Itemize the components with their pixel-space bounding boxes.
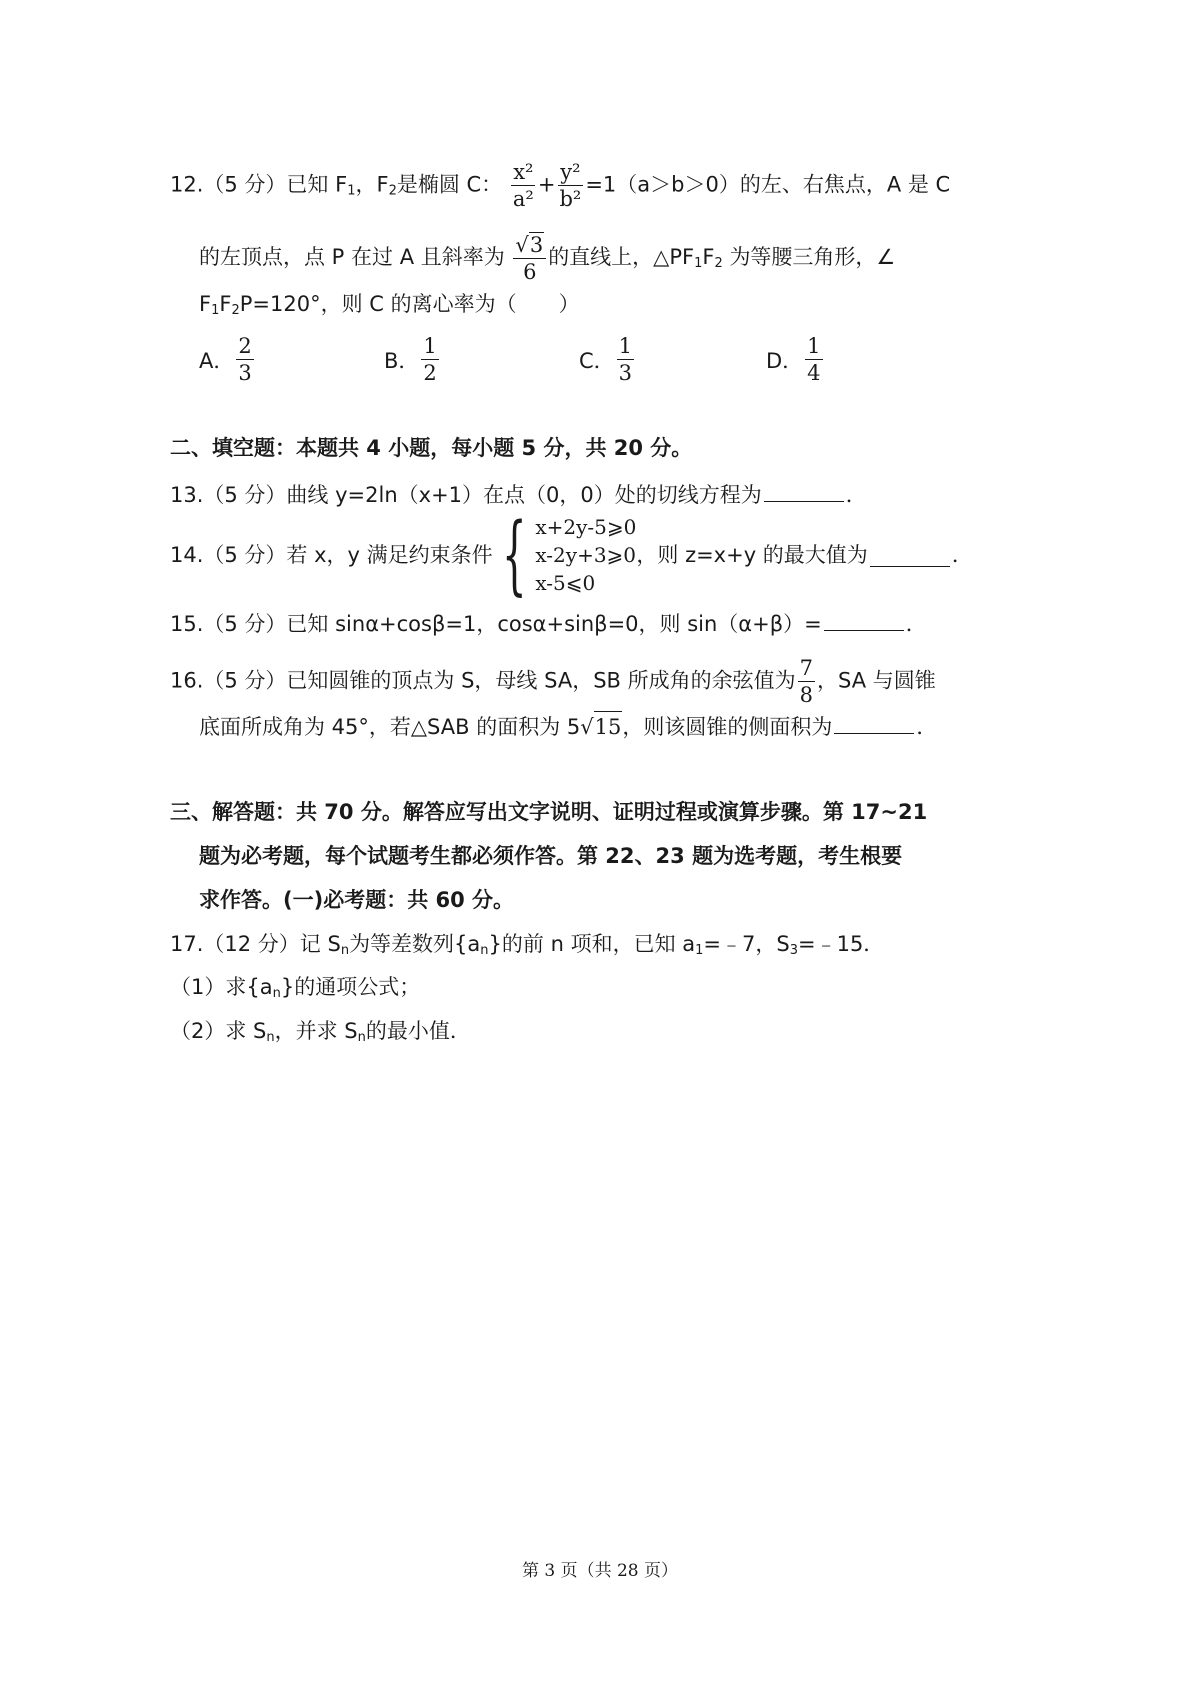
q12-option-d: D． $\frac{1}{4}$ xyxy=(766,334,821,385)
answer-blank xyxy=(834,711,914,734)
section3-line2: 题为必考题，每个试题考生都必须作答。第 22、23 题为选考题，考生根要 xyxy=(199,844,903,868)
section2-heading: 二、填空题：本题共 4 小题，每小题 5 分，共 20 分。 xyxy=(170,436,693,460)
q16-line2: 底面所成角为 45°，若△SAB 的面积为 5√ 15 ，则该圆锥的侧面积为 ． xyxy=(199,711,937,742)
cosine-fraction: $\frac{7}{8}$ xyxy=(799,656,813,707)
slope-fraction: √ 3 6 xyxy=(513,232,546,284)
answer-blank xyxy=(824,608,904,631)
answer-blank xyxy=(764,479,844,502)
q12-line3: $F_1F_2P=120^\circ$，则 C 的离心率为（ ） xyxy=(199,292,580,318)
ellipse-y-fraction: $\frac{\text{y²}}{\text{b²}}$ xyxy=(559,160,582,211)
q12-option-c: C． $\frac{1}{3}$ xyxy=(579,334,633,385)
q17-part1: （1）求$\{a_n\}$的通项公式； xyxy=(170,975,421,1001)
q17-part2: （2）求 $S_n$，并求 $S_n$的最小值． xyxy=(170,1019,471,1045)
sqrt-symbol: √ 15 xyxy=(580,711,622,742)
ellipse-x-fraction: $\frac{\text{x²}}{\text{a²}}$ xyxy=(512,160,534,211)
answer-blank xyxy=(870,544,950,567)
q12-line1: 12.（5 分）已知 $F_1$，$F_2$是椭圆 C： $\frac{\text{x²}}{\text{a²}}$ + $\frac{\text{y²}}{\text{b²}}$ =1（a＞b＞0）的左、右焦点，A 是 C xyxy=(170,160,951,211)
q17-line1: 17.（12 分）记 $S_n$为等差数列$\{a_n\}$的前 n 项和，已知 $a_1=﹣7$，$S_3=﹣15$． xyxy=(170,932,885,958)
section3-line3: 求作答。(一)必考题：共 60 分。 xyxy=(199,888,515,912)
q12-option-a: A． $\frac{2}{3}$ xyxy=(199,334,252,385)
q16-line1: 16.（5 分）已知圆锥的顶点为 S，母线 SA，SB 所成角的余弦值为 $\frac{7}{8}$ ，SA 与圆锥 xyxy=(170,656,936,707)
q13: 13.（5 分）曲线 y=2ln（x+1）在点（0，0）处的切线方程为 ． xyxy=(170,479,867,510)
left-brace: { xyxy=(501,505,527,605)
q15: 15.（5 分）已知 sinα+cosβ=1，cosα+sinβ=0，则 sin（α+β）= ． xyxy=(170,608,927,639)
q12-line2: 的左顶点，点 P 在过 A 且斜率为 √ 3 6 的直线上，$\triangle PF_1F_2$ 为等腰三角形，∠ xyxy=(199,233,896,284)
q14: 14.（5 分）若 x，y 满足约束条件 { x+2y-5⩾0 x-2y+3⩾0 x-5⩽0 ，则 z=x+y 的最大值为 ． xyxy=(170,505,973,605)
q12-option-b: B． $\frac{1}{2}$ xyxy=(384,334,437,385)
constraint-system: { x+2y-5⩾0 x-2y+3⩾0 x-5⩽0 xyxy=(501,505,637,605)
sqrt-symbol: √ 3 xyxy=(515,233,544,257)
page-footer: 第 3 页（共 28 页） xyxy=(521,1561,679,1581)
section3-line1: 三、解答题：共 70 分。解答应写出文字说明、证明过程或演算步骤。第 17~21 xyxy=(170,800,928,824)
